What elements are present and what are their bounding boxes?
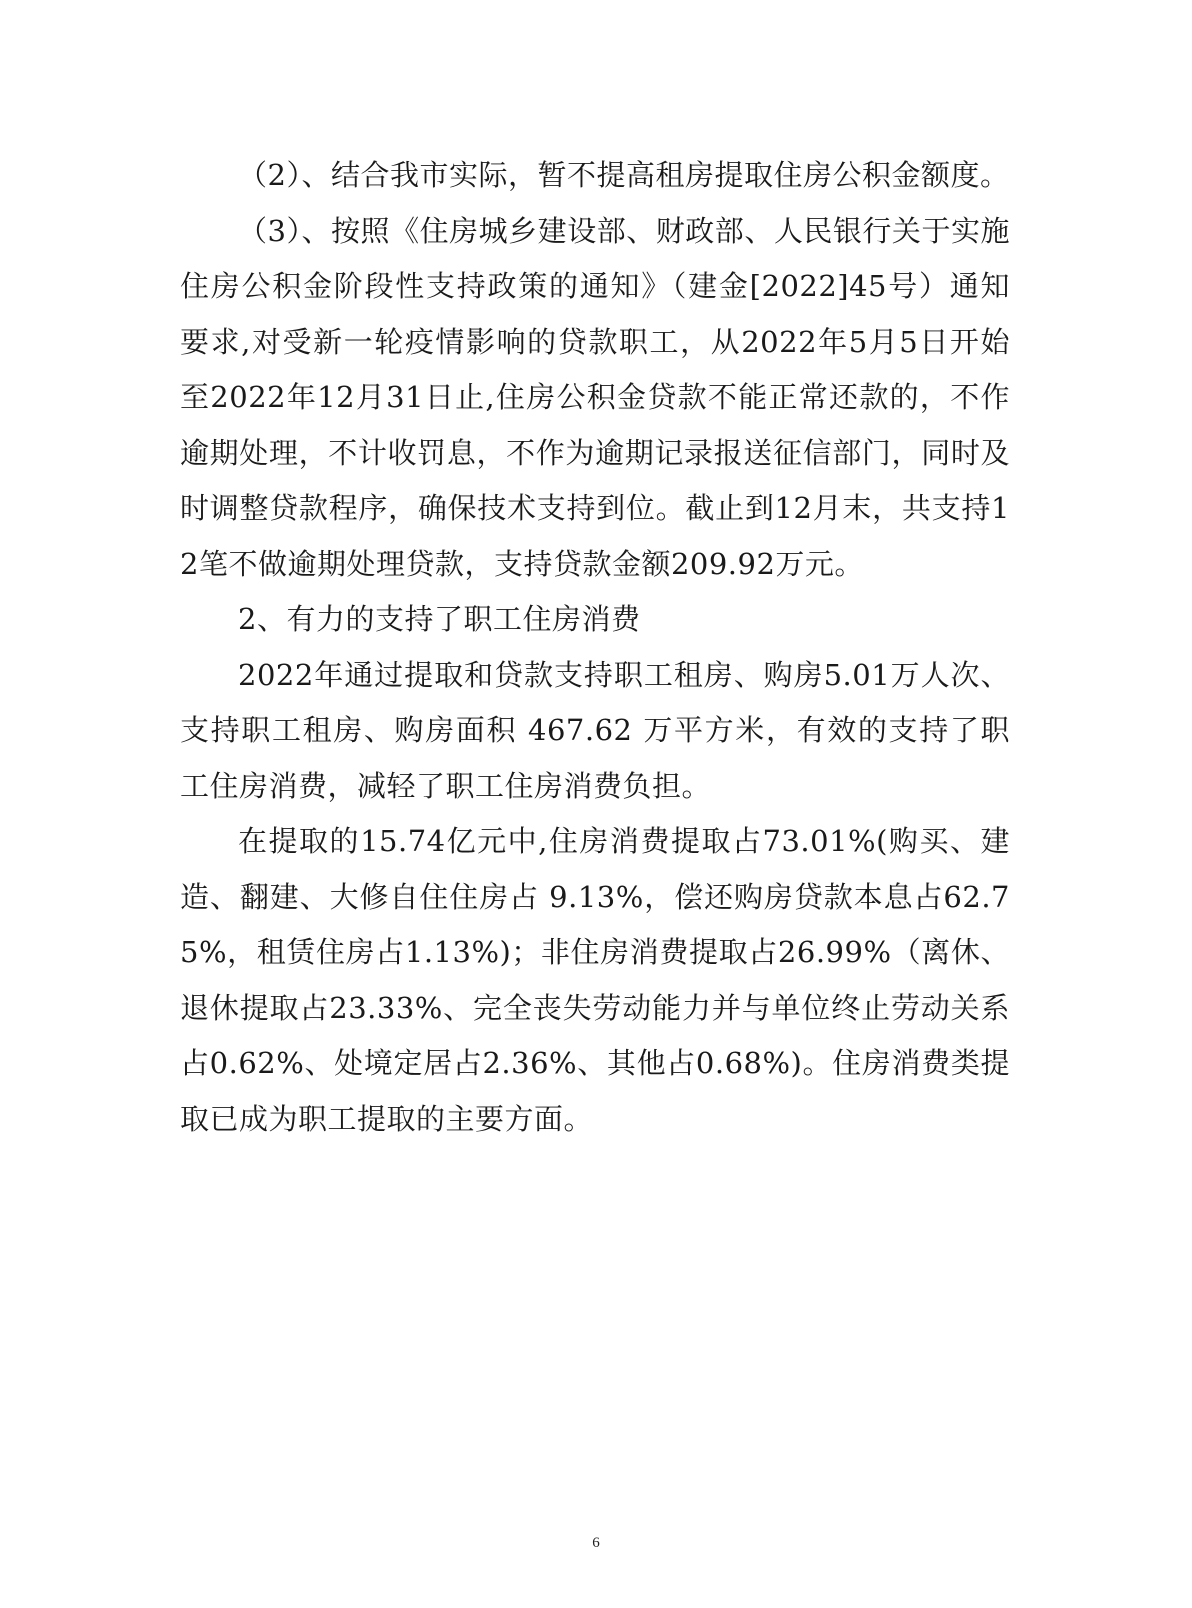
paragraph-rent-purchase-support: 2022年通过提取和贷款支持职工租房、购房5.01万人次、支持职工租房、购房面积 467.62 万平方米，有效的支持了职工住房消费，减轻了职工住房消费负担。 (180, 657, 1010, 803)
paragraph-loan-support-policy: （3）、按照《住房城乡建设部、财政部、人民银行关于实施住房公积金阶段性支持政策的通知》（建金[2022]45号）通知要求,对受新一轮疫情影响的贷款职工，从2022年5月5日开始至2022年12月31日止,住房公积金贷款不能正常还款的，不作逾期处理，不计收罚息，不作为逾期记录报送征信部门，同时及时调整贷款程序，确保技术支持到位。截止到12月末，共支持12笔不做逾期处理贷款，支持贷款金额209.92万元。 (180, 213, 1010, 581)
section-heading-housing-consumption: 2、有力的支持了职工住房消费 (238, 602, 641, 636)
paragraph-rent-withdrawal: （2）、结合我市实际，暂不提高租房提取住房公积金额度。 (238, 158, 1010, 192)
paragraph-withdrawal-breakdown: 在提取的15.74亿元中,住房消费提取占73.01%(购买、建造、翻建、大修自住住房占 9.13%，偿还购房贷款本息占62.75%，租赁住房占1.13%)；非住房消费提取占26.99%（离休、退休提取占23.33%、完全丧失劳动能力并与单位终止劳动关系占0.62%、处境定居占2.36%、其他占0.68%)。住房消费类提取已成为职工提取的主要方面。 (180, 824, 1010, 1136)
page-number: 6 (592, 1535, 600, 1551)
document-body (180, 148, 1010, 1147)
